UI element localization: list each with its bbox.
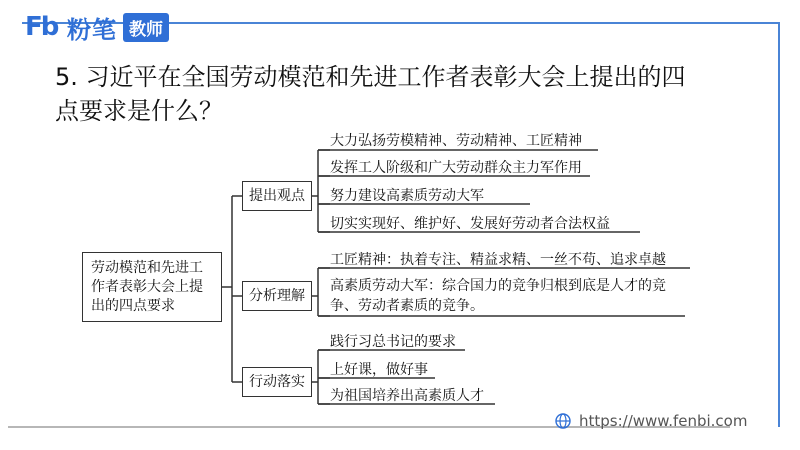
branch-node-1: 提出观点	[242, 181, 312, 211]
brand-badge: 教师	[123, 13, 169, 42]
logo-mark: Fb	[25, 12, 58, 42]
leaf-item: 工匠精神：执着专注、精益求精、一丝不苟、追求卓越	[330, 252, 666, 268]
question-title: 5. 习近平在全国劳动模范和先进工作者表彰大会上提出的四点要求是什么？	[55, 63, 686, 125]
brand-name: 粉笔	[67, 15, 117, 44]
leaf-item: 践行习总书记的要求	[330, 334, 456, 350]
branch-node-2: 分析理解	[242, 281, 312, 311]
connector-leaf-ticks-1	[318, 150, 330, 232]
leaf-item: 上好课，做好事	[330, 362, 428, 378]
connector-leaves-3	[312, 350, 318, 404]
globe-icon	[555, 413, 571, 429]
leaf-item: 为祖国培养出高素质人才	[330, 388, 484, 404]
connector-leaves-1	[312, 150, 318, 232]
mindmap-root-node: 劳动模范和先进工作者表彰大会上提出的四点要求	[82, 252, 222, 322]
connector-leaf-ticks-3	[318, 350, 330, 404]
footer-url[interactable]	[555, 412, 747, 430]
leaf-item: 发挥工人阶级和广大劳动群众主力军作用	[330, 160, 582, 176]
leaf-item: 切实实现好、维护好、发展好劳动者合法权益	[330, 216, 610, 232]
leaf-item: 努力建设高素质劳动大军	[330, 188, 484, 204]
branch-node-3: 行动落实	[242, 367, 312, 397]
connector-leaves-2	[312, 268, 318, 316]
leaf-item: 大力弘扬劳模精神、劳动精神、工匠精神	[330, 133, 582, 149]
footer-url-text: https://www.fenbi.com	[579, 412, 748, 430]
connector-leaf-ticks-2	[318, 268, 330, 316]
leaf-item: 高素质劳动大军：综合国力的竞争归根到底是人才的竞争、劳动者素质的竞争。	[330, 278, 666, 314]
